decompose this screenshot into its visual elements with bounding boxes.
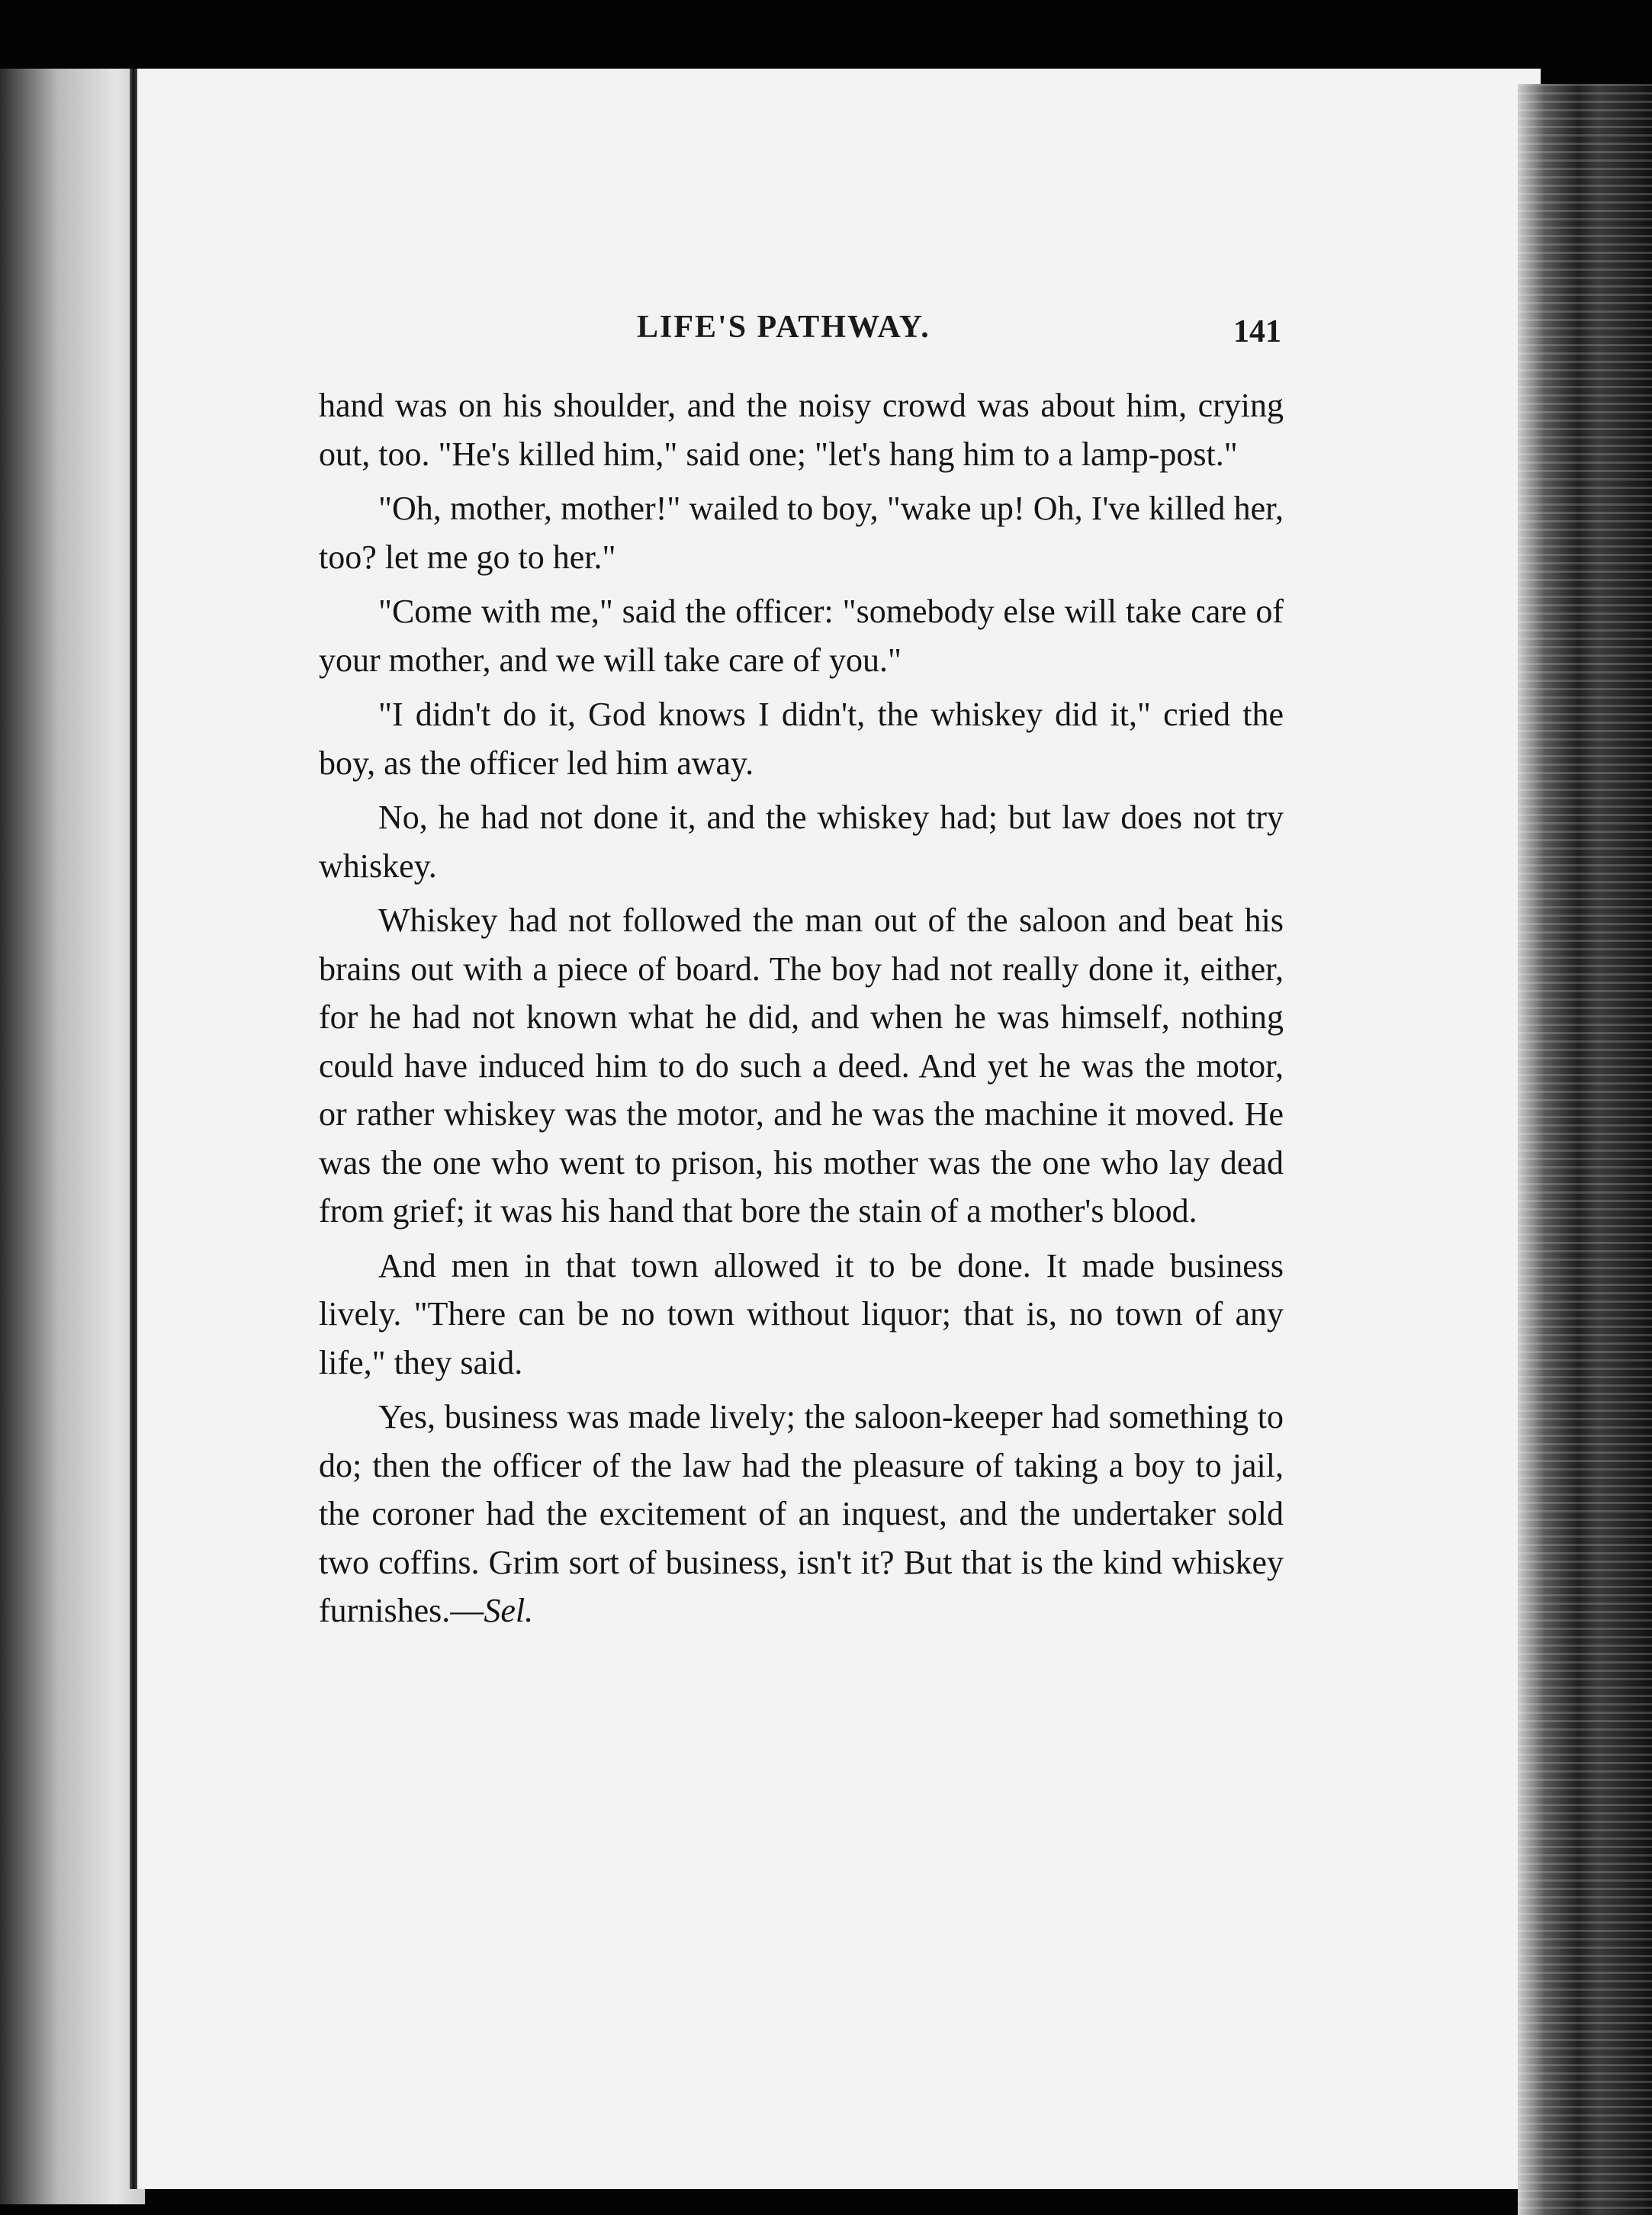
paragraph: "I didn't do it, God knows I didn't, the whiskey did it," cried the boy, as the officer led him away.	[319, 696, 1284, 782]
paragraph: "Come with me," said the officer: "somebody else will take care of your mother, and we will take care of you."	[319, 593, 1284, 679]
page-body	[319, 381, 1284, 1641]
running-head: LIFE'S PATHWAY.	[637, 310, 930, 345]
page-edge-shadow	[1518, 84, 1652, 2215]
page-header	[320, 309, 1281, 355]
source-signature: Sel.	[484, 1592, 534, 1629]
facing-page-edge	[0, 69, 145, 2204]
paragraph: "Oh, mother, mother!" wailed to boy, "wake up! Oh, I've killed her, too? let me go to her."	[319, 490, 1284, 576]
paragraph: No, he had not done it, and the whiskey had; but law does not try whiskey.	[319, 799, 1284, 885]
paragraph: And men in that town allowed it to be done. It made business lively. "There can be no town without liquor; that is, no town of any life," they said.	[319, 1246, 1284, 1381]
closing-paragraph-text: Yes, business was made lively; the saloon-keeper had something to do; then the officer of the law had the pleasure of taking a boy to jail, the coroner had the excitement of an inquest, and the undertaker sold two coffins. Grim sort of business, isn't it? But that is the kind whiskey furnishes.—	[319, 1398, 1284, 1629]
paragraph: Whiskey had not followed the man out of the saloon and beat his brains out with a piece of board. The boy had not really done it, either, for he had not known what he did, and when he was himself, nothing could have induced him to do such a deed. And yet he was the motor, or rather whiskey was the motor, and he was the machine it moved. He was the one who went to prison, his mother was the one who lay dead from grief; it was his hand that bore the stain of a mother's blood.	[319, 902, 1284, 1230]
paragraph: hand was on his shoulder, and the noisy crowd was about him, crying out, too. "He's killed him," said one; "let's hang him to a lamp-post."	[319, 387, 1284, 473]
closing-paragraph	[319, 1393, 1284, 1635]
page-number: 141	[1233, 314, 1281, 349]
book-gutter	[130, 69, 137, 2189]
